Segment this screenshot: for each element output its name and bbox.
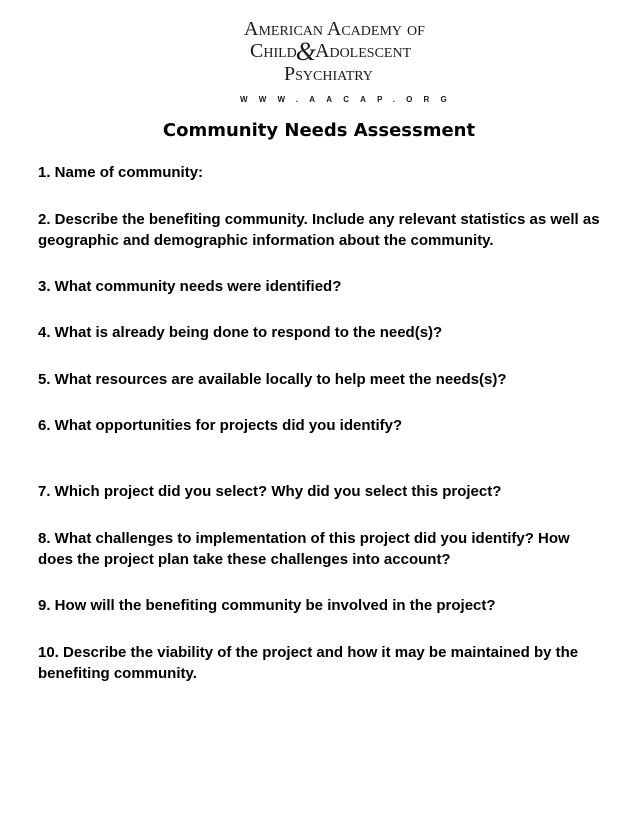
aacap-logo	[226, 18, 458, 110]
logo-line-1: American Academy of	[244, 18, 425, 40]
question-7: 7. Which project did you select? Why did you select this project?	[38, 483, 502, 500]
logo-url: WWW.AACAP.ORG	[240, 95, 458, 104]
logo-ampersand: &	[295, 37, 317, 66]
logo-line-2-left: Child	[250, 40, 297, 62]
question-5: 5. What resources are available locally to help meet the needs(s)?	[38, 371, 507, 388]
question-4: 4. What is already being done to respond to the need(s)?	[38, 324, 443, 341]
logo-line-2	[226, 37, 422, 66]
logo-line-2-right: Adolescent	[315, 40, 412, 62]
document-title: Community Needs Assessment	[162, 120, 476, 141]
question-10: 10. Describe the viability of the project and how it may be maintained by the benefiting community.	[38, 644, 579, 682]
question-9: 9. How will the benefiting community be involved in the project?	[38, 597, 496, 614]
question-8: 8. What challenges to implementation of this project did you identify? How does the project plan take these challenges into account?	[38, 530, 570, 568]
logo-line-3: Psychiatry	[284, 63, 373, 85]
question-2: 2. Describe the benefiting community. Include any relevant statistics as well as geographic and demographic information about the community.	[38, 211, 600, 249]
question-3: 3. What community needs were identified?	[38, 278, 342, 295]
question-6: 6. What opportunities for projects did you identify?	[38, 417, 403, 434]
question-1: 1. Name of community:	[38, 164, 204, 181]
